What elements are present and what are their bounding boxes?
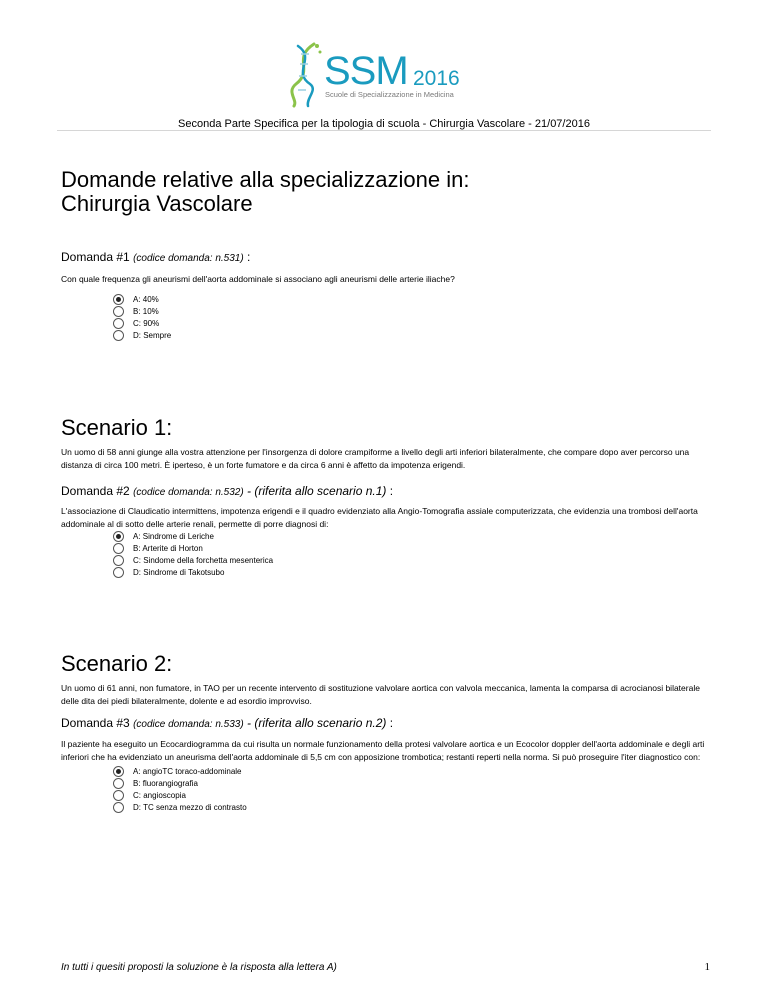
dna-helix-icon xyxy=(284,40,324,108)
question-heading-1 xyxy=(61,250,250,266)
answer-options-2 xyxy=(113,531,413,579)
radio-icon[interactable] xyxy=(113,778,124,789)
question-code: (codice domanda: n.531) xyxy=(133,253,244,264)
answer-option[interactable] xyxy=(113,766,413,778)
question-suffix: : xyxy=(243,250,251,264)
question-label: Domanda #1 xyxy=(61,250,130,264)
option-label: C: Sindome della forchetta mesenterica xyxy=(133,556,274,565)
question-code: (codice domanda: n.533) xyxy=(133,719,244,730)
scenario-title-2: Scenario 2: xyxy=(61,651,173,676)
option-label: D: TC senza mezzo di contrasto xyxy=(133,803,247,812)
answer-option[interactable] xyxy=(113,543,413,555)
answer-option[interactable] xyxy=(113,802,413,814)
ssm-logo xyxy=(284,40,484,108)
option-label: D: Sempre xyxy=(133,331,172,340)
option-label: A: Sindrome di Leriche xyxy=(133,532,214,541)
option-label: C: 90% xyxy=(133,319,160,328)
radio-icon[interactable] xyxy=(113,555,124,566)
answer-options-3 xyxy=(113,766,413,814)
question-text-2: L'associazione di Claudicatio intermittens, impotenza erigendi e il quadro evidenziato alla Angio-Tomografia assiale computerizzata, che evidenzia una trombosi dell'aorta addominale al di sotto delle arterie renali, permette di porre diagnosi di: xyxy=(61,506,698,529)
question-suffix: : xyxy=(386,716,394,730)
option-label: B: 10% xyxy=(133,307,159,316)
question-label: Domanda #3 xyxy=(61,716,130,730)
question-heading-3 xyxy=(61,716,393,732)
radio-icon[interactable] xyxy=(113,306,124,317)
question-text-3: Il paziente ha eseguito un Ecocardiogramma da cui risulta un normale funzionamento della protesi valvolare aortica e un Ecocolor doppler dell'aorta addominale e degli arti inferiori che ha evidenziato un aneurisma dell'aorta addominale di 5,5 cm con apposizione trombotica; restanti reperti nella norma. Si può proseguire l'iter diagnostico con: xyxy=(61,739,705,762)
option-label: A: angioTC toraco-addominale xyxy=(133,767,242,776)
answer-option[interactable] xyxy=(113,790,413,802)
page-title xyxy=(61,168,469,216)
radio-selected-icon[interactable] xyxy=(113,766,124,777)
radio-icon[interactable] xyxy=(113,567,124,578)
question-label: Domanda #2 xyxy=(61,484,130,498)
answer-option[interactable] xyxy=(113,778,413,790)
page-title-line1: Domande relative alla specializzazione in: xyxy=(61,167,470,192)
logo-year: 2016 xyxy=(413,67,460,90)
scenario-text-2: Un uomo di 61 anni, non fumatore, in TAO per un recente intervento di sostituzione valvolare aortica con valvola meccanica, lamenta la comparsa di acrocianosi bilaterale delle dita dei piedi bilateralmente, dolente e ad esordio improvviso. xyxy=(61,683,700,706)
scenario-title-1: Scenario 1: xyxy=(61,415,173,440)
answer-option[interactable] xyxy=(113,531,413,543)
logo-brand: SSM xyxy=(324,49,408,93)
radio-icon[interactable] xyxy=(113,802,124,813)
option-label: B: Arterite di Horton xyxy=(133,544,203,553)
document-header: Seconda Parte Specifica per la tipologia di scuola - Chirurgia Vascolare - 21/07/2016 xyxy=(178,118,590,130)
logo-subtitle: Scuole di Specializzazione in Medicina xyxy=(325,90,454,99)
question-scenario-ref: - (riferita allo scenario n.2) xyxy=(243,716,387,730)
scenario-text-1: Un uomo di 58 anni giunge alla vostra attenzione per l'insorgenza di dolore crampiforme a livello degli arti inferiori bilateralmente, che compare dopo aver percorso una distanza di circa 100 metri. È iperteso, è un forte fumatore e da circa 6 anni è affetto da impotenza erigendi. xyxy=(61,447,690,470)
question-scenario-ref: - (riferita allo scenario n.1) xyxy=(243,484,387,498)
answer-option[interactable] xyxy=(113,318,413,330)
header-divider xyxy=(57,130,711,131)
radio-selected-icon[interactable] xyxy=(113,294,124,305)
answer-option[interactable] xyxy=(113,306,413,318)
answer-options-1 xyxy=(113,294,413,342)
page-title-line2: Chirurgia Vascolare xyxy=(61,191,253,216)
question-heading-2 xyxy=(61,484,393,500)
footer-note: In tutti i quesiti proposti la soluzione è la risposta alla lettera A) xyxy=(61,962,337,973)
option-label: D: Sindrome di Takotsubo xyxy=(133,568,225,577)
radio-icon[interactable] xyxy=(113,543,124,554)
radio-icon[interactable] xyxy=(113,330,124,341)
question-suffix: : xyxy=(386,484,394,498)
radio-icon[interactable] xyxy=(113,790,124,801)
option-label: B: fluorangiografia xyxy=(133,779,198,788)
radio-icon[interactable] xyxy=(113,318,124,329)
answer-option[interactable] xyxy=(113,330,413,342)
answer-option[interactable] xyxy=(113,555,413,567)
page-number: 1 xyxy=(704,961,710,973)
answer-option[interactable] xyxy=(113,567,413,579)
question-code: (codice domanda: n.532) xyxy=(133,487,244,498)
question-text-1: Con quale frequenza gli aneurismi dell'aorta addominale si associano agli aneurismi delle arterie iliache? xyxy=(61,274,455,284)
answer-option[interactable] xyxy=(113,294,413,306)
option-label: A: 40% xyxy=(133,295,159,304)
option-label: C: angioscopia xyxy=(133,791,186,800)
radio-selected-icon[interactable] xyxy=(113,531,124,542)
